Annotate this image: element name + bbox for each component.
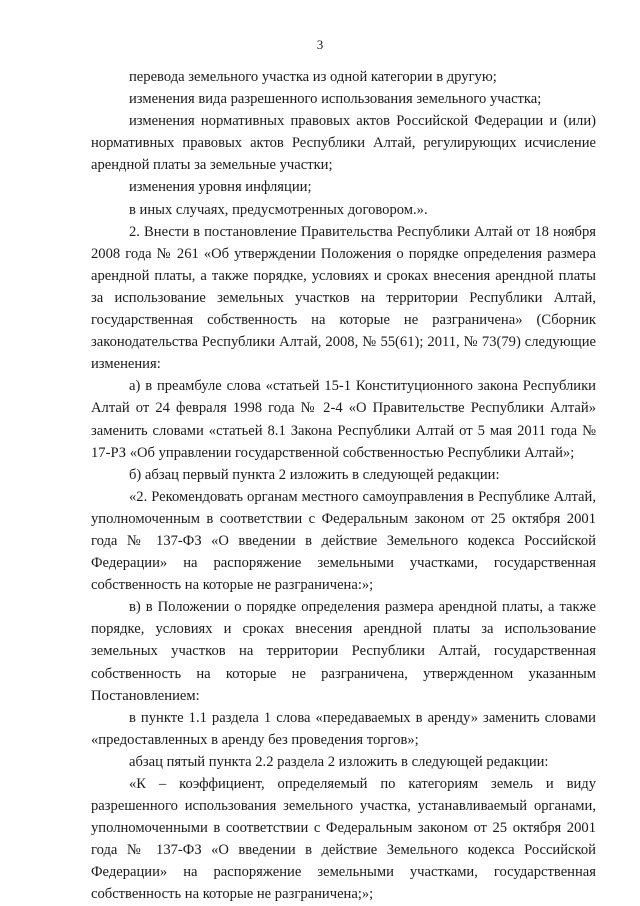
- paragraph: «2. Рекомендовать органам местного самоуправления в Республике Алтай, уполномоченным в соответствии с Федеральным законом от 25 октября 2001 года № 137-ФЗ «О введении в действие Земельного кодекса Российской Федерации» на распоряжение земельными участками, государственная собственность на которые не разграничена:»;: [91, 488, 596, 594]
- paragraph: «К – коэффициент, определяемый по категориям земель и виду разрешенного использования земельного участка, устанавливаемый органами, уполномоченными в соответствии с Федеральным законом от 25 октября 2001 года № 137-ФЗ «О введении в действие Земельного кодекса Российской Федерации» на распоряжение земельными участками, государственная собственность на которые не разграничена;»;: [91, 776, 596, 903]
- paragraph: перевода земельного участка из одной категории в другую;: [129, 69, 497, 85]
- paragraph: в пункте 1.1 раздела 1 слова «передаваемых в аренду» заменить словами «предоставленных в аренду без проведения торгов»;: [91, 709, 596, 748]
- paragraph: изменения нормативных правовых актов Российской Федерации и (или) нормативных правовых актов Республики Алтай, регулирующих исчисление арендной платы за земельные участки;: [91, 113, 596, 174]
- paragraph: изменения уровня инфляции;: [129, 179, 312, 196]
- paragraph: изменения вида разрешенного использования земельного участка;: [129, 91, 542, 108]
- paragraph: а) в преамбуле слова «статьей 15-1 Конституционного закона Республики Алтай от 24 февраля 1998 года № 2-4 «О Правительстве Республики Алтай» заменить словами «статьей 8.1 Закона Республики Алтай от 5 мая 2011 года № 17-РЗ «Об управлении государственной собственностью Республики Алтай»;: [91, 378, 596, 461]
- page-number: 3: [316, 37, 324, 52]
- paragraph: 2. Внести в постановление Правительства Республики Алтай от 18 ноября 2008 года № 261 «Об утверждении Положения о порядке определения размера арендной платы, а также порядке, условиях и сроках внесения арендной платы за использование земельных участков на территории Республики Алтай, государственная собственность на которые не разграничена» (Сборник законодательства Республики Алтай, 2008, № 55(61); 2011, № 73(79) следующие изменения:: [91, 223, 596, 373]
- paragraph: в иных случаях, предусмотренных договором.».: [129, 201, 428, 218]
- paragraph: абзац пятый пункта 2.2 раздела 2 изложить в следующей редакции:: [129, 753, 549, 770]
- paragraph: б) абзац первый пункта 2 изложить в следующей редакции:: [129, 466, 500, 483]
- document-body: [91, 66, 596, 906]
- paragraph: в) в Положении о порядке определения размера арендной платы, а также порядке, условиях и сроках внесения арендной платы за использование земельных участков на территории Республики Алтай, государственная собственность на которые не разграничена, утвержденном указанным Постановлением:: [91, 599, 596, 704]
